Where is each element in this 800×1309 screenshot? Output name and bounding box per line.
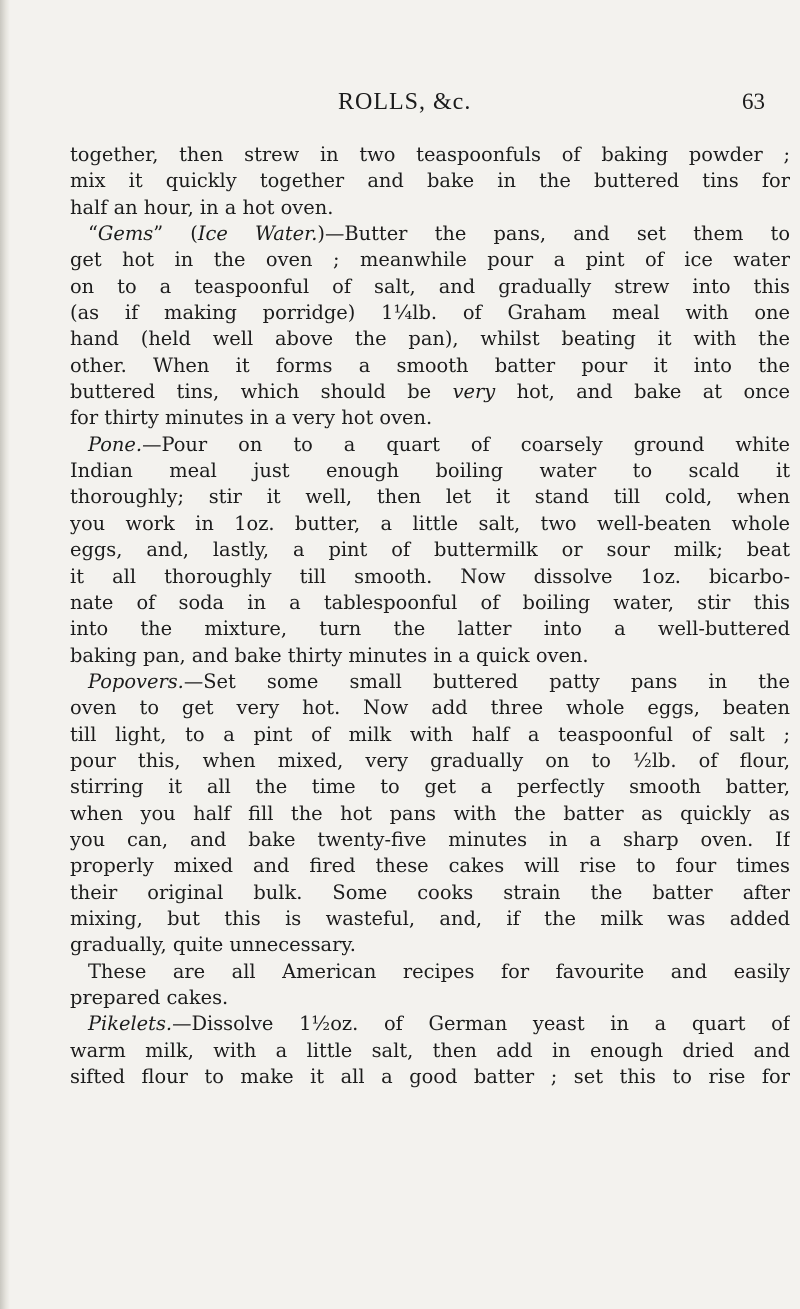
recipe-title-pone: Pone. <box>88 432 143 456</box>
text-line: hand (held well above the pan), whilst beating it with the <box>70 327 790 351</box>
text-line: it all thoroughly till smooth. Now dissolve 1oz. bicarbo- <box>70 564 790 588</box>
text-line: eggs, and, lastly, a pint of buttermilk or sour milk; beat <box>70 538 790 562</box>
text-line: on to a teaspoonful of salt, and gradually strew into this <box>70 274 790 298</box>
text-line: for thirty minutes in a very hot oven. <box>70 406 433 430</box>
recipe-title-popovers: Popovers. <box>88 669 184 693</box>
text-line: properly mixed and fired these cakes will rise to four times <box>70 854 790 878</box>
recipe-popovers-heading-line: Popovers.—Set some small buttered patty pans in the <box>88 669 790 693</box>
text-line: nate of soda in a tablespoonful of boiling water, stir this <box>70 590 790 614</box>
recipe-gems-heading-line: “Gems” (Ice Water.)—Butter the pans, and set them to <box>88 222 790 246</box>
text-line: into the mixture, turn the latter into a well-buttered <box>70 617 790 641</box>
text-line: oven to get very hot. Now add three whole eggs, beaten <box>70 696 790 720</box>
recipe-pone-heading-line: Pone.—Pour on to a quart of coarsely ground white <box>88 432 790 456</box>
text-line: get hot in the oven ; meanwhile pour a pint of ice water <box>70 248 790 272</box>
text-line: prepared cakes. <box>70 986 229 1009</box>
page-gutter-shadow <box>0 0 10 1309</box>
text-line: warm milk, with a little salt, then add in enough dried and <box>70 1038 790 1062</box>
text-line: you can, and bake twenty-five minutes in a sharp oven. If <box>70 827 790 851</box>
recipe-body-text <box>70 142 790 1090</box>
text-line: thoroughly; stir it well, then let it stand till cold, when <box>70 485 790 509</box>
text-line: gradually, quite unnecessary. <box>70 933 356 957</box>
text-line: till light, to a pint of milk with half a teaspoonful of salt ; <box>70 722 790 746</box>
text-line: Indian meal just enough boiling water to scald it <box>70 459 790 483</box>
text-line: together, then strew in two teaspoonfuls of baking powder ; <box>70 143 790 166</box>
emphasis-very: very <box>452 380 496 404</box>
text-line: (as if making porridge) 1¼lb. of Graham meal with one <box>70 301 790 325</box>
text-line: you work in 1oz. butter, a little salt, two well-beaten whole <box>70 511 790 535</box>
text-line: baking pan, and bake thirty minutes in a quick oven. <box>70 643 589 667</box>
text-line: These are all American recipes for favourite and easily <box>88 959 790 983</box>
text-line: mixing, but this is wasteful, and, if the milk was added <box>70 906 790 930</box>
running-title: ROLLS, &c. <box>338 89 472 115</box>
recipe-pikelets-heading-line: Pikelets.—Dissolve 1½oz. of German yeast in a quart of <box>88 1012 790 1036</box>
text-line: pour this, when mixed, very gradually on to ½lb. of flour, <box>70 748 790 772</box>
text-line: when you half fill the hot pans with the batter as quickly as <box>70 801 790 825</box>
text-line: sifted flour to make it all a good batter ; set this to rise for <box>70 1065 790 1089</box>
text-line: stirring it all the time to get a perfectly smooth batter, <box>70 775 790 799</box>
text-line: their original bulk. Some cooks strain the batter after <box>70 880 790 904</box>
page-header <box>0 89 800 119</box>
recipe-subtitle-ice-water: Ice Water. <box>197 222 318 246</box>
recipe-title-pikelets: Pikelets. <box>88 1012 173 1036</box>
recipe-title-gems: Gems <box>97 222 154 246</box>
text-line: other. When it forms a smooth batter pour it into the <box>70 353 790 377</box>
text-line: half an hour, in a hot oven. <box>70 195 334 219</box>
text-line: buttered tins, which should be very hot, and bake at once <box>70 380 790 404</box>
page-number: 63 <box>742 89 765 114</box>
text-line: mix it quickly together and bake in the buttered tins for <box>70 169 790 193</box>
